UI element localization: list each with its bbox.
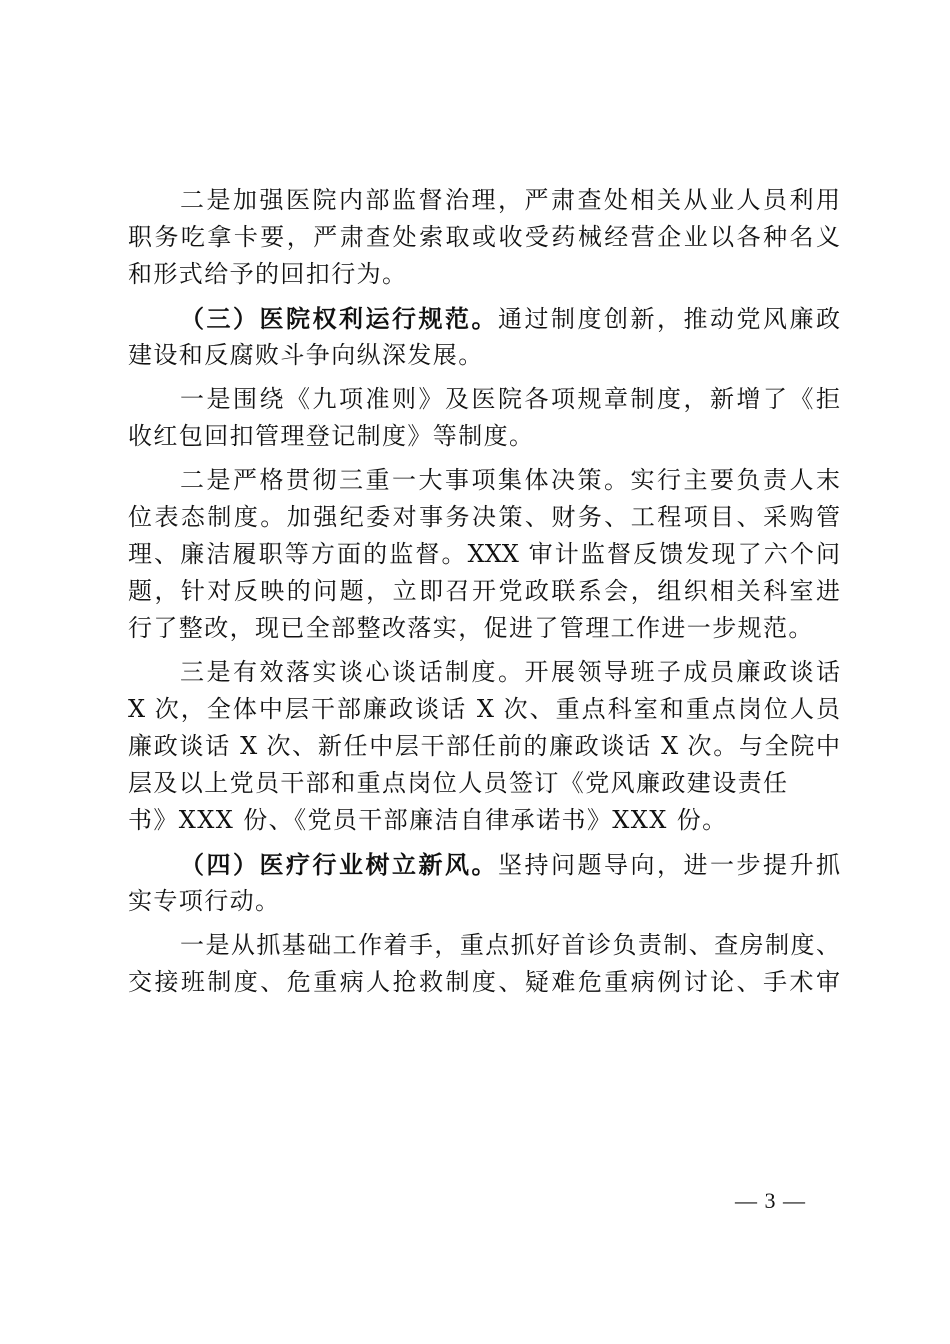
text-line: 层及以上党员干部和重点岗位人员签订《党风廉政建设责任	[128, 769, 789, 797]
paragraph	[128, 182, 840, 293]
text-line: 理、廉洁履职等方面的监督。XXX 审计监督反馈发现了六个问	[128, 540, 840, 568]
text-line: 题，针对反映的问题，立即召开党政联系会，组织相关科室进	[128, 577, 840, 605]
text-line: 位表态制度。加强纪委对事务决策、财务、工程项目、采购管	[128, 503, 840, 531]
text-run: 坚持问题导向，进一步提升抓	[498, 851, 840, 879]
text-line: 廉政谈话 X 次、新任中层干部任前的廉政谈话 X 次。与全院中	[128, 732, 840, 760]
text-line: 书》XXX 份、《党员干部廉洁自律承诺书》XXX 份。	[128, 806, 728, 834]
text-line: 三是有效落实谈心谈话制度。开展领导班子成员廉政谈话	[180, 658, 840, 686]
paragraph	[128, 927, 840, 1001]
paragraph	[128, 654, 840, 839]
text-line: 交接班制度、危重病人抢救制度、疑难危重病例讨论、手术审	[128, 968, 840, 996]
text-line: 二是加强医院内部监督治理，严肃查处相关从业人员利用	[180, 186, 840, 214]
page-number: — 3 —	[735, 1188, 806, 1213]
section-paragraph	[128, 300, 840, 374]
text-line	[128, 300, 840, 337]
text-run: 通过制度创新，推动党风廉政	[498, 305, 840, 333]
text-line: 建设和反腐败斗争向纵深发展。	[128, 341, 484, 369]
text-line: X 次，全体中层干部廉政谈话 X 次、重点科室和重点岗位人员	[128, 695, 840, 723]
text-line: 二是严格贯彻三重一大事项集体决策。实行主要负责人末	[180, 466, 840, 494]
text-line: 和形式给予的回扣行为。	[128, 260, 408, 288]
text-line	[128, 846, 840, 883]
text-line: 实专项行动。	[128, 887, 281, 915]
paragraph	[128, 462, 840, 647]
document-body	[128, 182, 840, 1001]
section-heading: （四）医疗行业树立新风。	[180, 850, 498, 879]
section-heading: （三）医院权利运行规范。	[180, 304, 498, 333]
text-line: 一是从抓基础工作着手，重点抓好首诊负责制、查房制度、	[180, 931, 840, 959]
section-paragraph	[128, 846, 840, 920]
text-line: 收红包回扣管理登记制度》等制度。	[128, 422, 535, 450]
text-line: 职务吃拿卡要，严肃查处索取或收受药械经营企业以各种名义	[128, 223, 840, 251]
text-line: 一是围绕《九项准则》及医院各项规章制度，新增了《拒	[180, 385, 840, 413]
paragraph	[128, 381, 840, 455]
text-line: 行了整改，现已全部整改落实，促进了管理工作进一步规范。	[128, 614, 814, 642]
